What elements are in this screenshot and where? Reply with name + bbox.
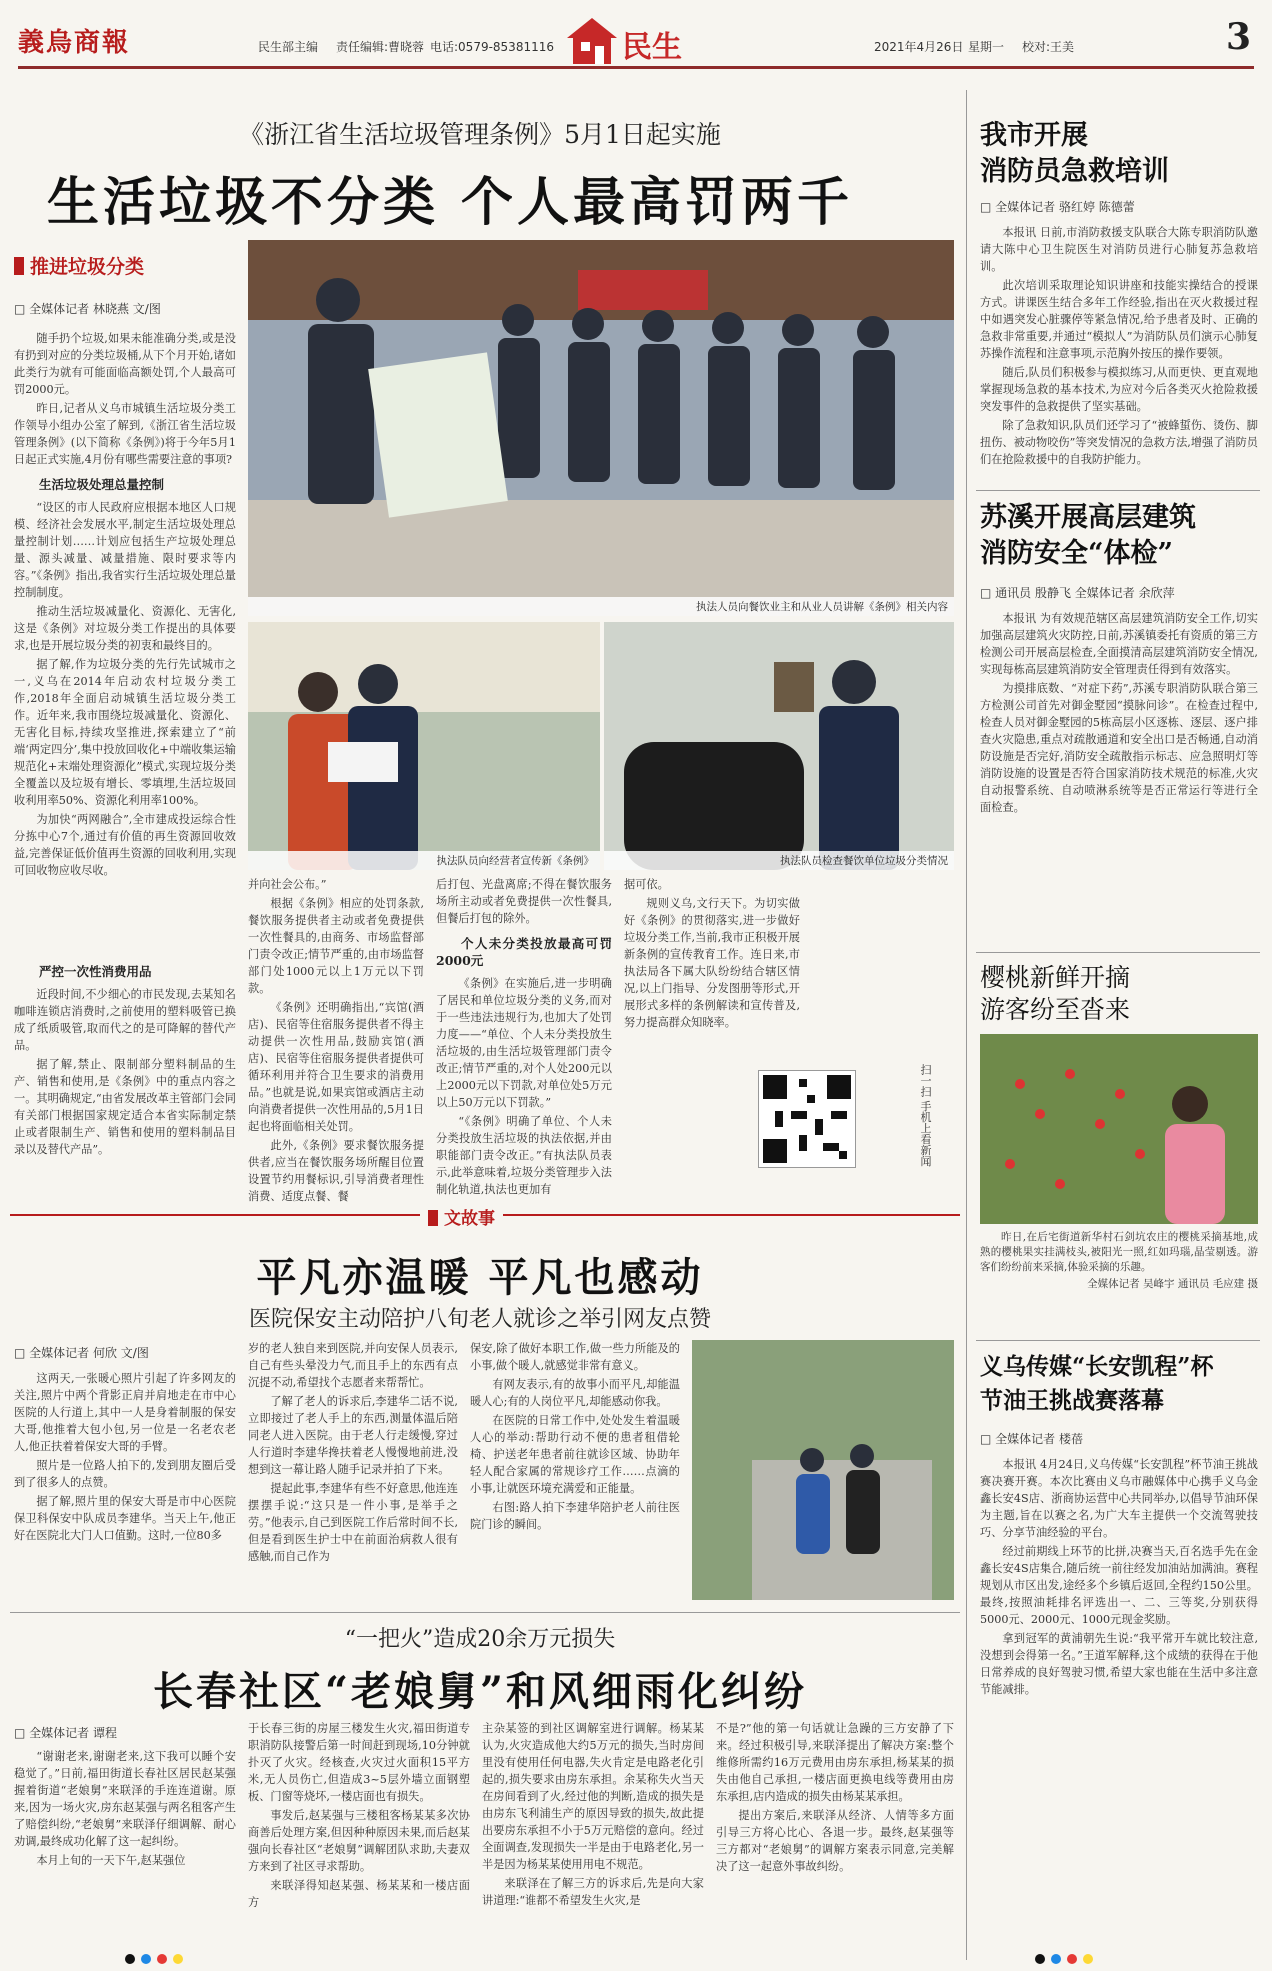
divider [976,490,1260,491]
byline-text: 全媒体记者 骆红婷 陈德蕾 [995,200,1135,214]
sidebar-story1-body [980,224,1258,484]
story2-column-2 [248,1340,458,1600]
paragraph: 后打包、光盘离席;不得在餐饮服务场所主动或者免费提供一次性餐具,但餐后打包的除外。 [436,878,612,925]
paragraph: 为摸排底数、“对症下药”,苏溪专职消防队联合第三方检测公司首先对御金墅园“摸脉问诊”。在检查过程中,检查人员对御金墅园的5栋高层小区逐栋、逐层、逐户排查火灾隐患,重点对疏散通道和安全出口是否畅通,自动消防设施是否完好,消防安全疏散指示标志、应急照明灯等消防设施的设置是否符合国家消防技术规范的标准,火灾自动报警系统、自动喷淋系统等是否正常运行等进行全面检查。 [980,682,1258,814]
lead-column-2 [248,876,424,1206]
paragraph: 推动生活垃圾减量化、资源化、无害化,这是《条例》对垃圾分类工作提出的具体要求,也是开展垃圾分类的初衷和最终目的。 [14,605,236,652]
lead-column-4 [624,876,800,1076]
lead-column-1b [14,955,236,1205]
paragraph: 照片是一位路人拍下的,发到朋友圈后受到了很多人的点赞。 [14,1459,236,1489]
paragraph: 保安,除了做好本职工作,做一些力所能及的小事,做个暖人,就感觉非常有意义。 [470,1342,680,1372]
weekday: 星期一 [968,40,1005,54]
paragraph: 根据《条例》相应的处罚条款,餐饮服务提供者主动或者免费提供一次性餐具的,由商务、市场监督部门责令改正;情节严重的,由市场监督部门处1000元以上1万元以下罚款。 [248,897,424,995]
paragraph: “《条例》明确了单位、个人未分类投放生活垃圾的执法依据,并由职能部门责令改正。”有执法队员表示,此举意味着,垃圾分类管理步入法制化轨道,执法也更加有 [436,1115,612,1196]
story2-column-3 [470,1340,680,1600]
sidebar-story4-byline: □ 全媒体记者 楼蓓 [980,1432,1083,1446]
paragraph: 来联泽得知赵某强、杨某某和一楼店面方 [248,1879,470,1909]
photo-illustration [248,622,600,870]
photo-illustration [604,622,954,870]
lead-byline: □ 全媒体记者 林晓燕 文/图 [14,302,161,316]
sidebar-story1-title [980,118,1260,190]
lead-headline: 生活垃圾不分类 个人最高罚两千 [46,172,854,233]
paragraph: 据了解,禁止、限制部分塑料制品的生产、销售和使用,是《条例》中的重点内容之一。其明确规定,“由省发展改革主管部门会同有关部门根据国家规定适合本省实际制定禁止或者限制生产、销售和使用的塑料制品目录以及替代产品”。 [14,1058,236,1156]
photo-illustration [248,240,954,616]
masthead-rule [18,66,1254,69]
paragraph: 这两天,一张暖心照片引起了许多网友的关注,照片中两个背影正肩并肩地走在市中心医院的人行道上,其中一人是身着制服的保安大哥,他推着大包小包,另一位是一名老农老人,他正扶着着保安大哥的手臂。 [14,1372,236,1453]
photo-caption: 右图:路人拍下李建华陪护老人前往医院门诊的瞬间。 [470,1501,680,1531]
story3-kicker: “一把火”造成20余万元损失 [344,1627,616,1652]
title-line: 我市开展 [980,120,1088,151]
tag-bar-icon [428,1210,438,1226]
paragraph: 拿到冠军的黄浦朝先生说:“我平常开车就比较注意,没想到会得第一名。”王道军解释,这个成绩的获得在于他日常养成的良好驾驶习惯,希望大家也能在生活中多注意节能减排。 [980,1632,1258,1696]
paragraph: 此次培训采取理论知识讲座和技能实操结合的授课方式。讲课医生结合多年工作经验,指出在灭火救援过程中如遇突发心脏骤停等紧急情况,给予患者及时、正确的急救非常重要,并通过“模拟人”为消防队员们演示心肺复苏操作流程和注意事项,示范胸外按压的操作要领。 [980,279,1258,360]
sidebar-story2-byline: □ 通讯员 殷静飞 全媒体记者 余欣萍 [980,586,1175,600]
editor-chief: 民生部主编 [258,40,319,54]
byline-text: 通讯员 殷静飞 全媒体记者 余欣萍 [995,586,1175,600]
title-line: 节油王挑战赛落幕 [980,1387,1164,1414]
paragraph: 近段时间,不少细心的市民发现,去某知名咖啡连锁店消费时,之前使用的塑料吸管已换成了纸质吸管,取而代之的是可降解的替代产品。 [14,988,236,1052]
paragraph: “谢谢老来,谢谢老来,这下我可以睡个安稳觉了。”日前,福田街道长春社区居民赵某强握着街道“老娘舅”来联泽的手连连道谢。原来,因为一场火灾,房东赵某强与两名租客产生了赔偿纠纷,“老娘舅”来联泽仔细调解、耐心劝调,最终成功化解了这一起纠纷。 [14,1750,236,1848]
qr-code-icon [759,1071,855,1167]
divider [10,1612,960,1613]
sidebar-story1-byline: □ 全媒体记者 骆红婷 陈德蕾 [980,200,1135,214]
paragraph: 随后,队员们积极参与模拟练习,从而更快、更直观地掌握现场急救的基本技术,为应对今后各类灭火抢险救援突发事件的急救提供了坚实基础。 [980,366,1258,413]
newspaper-logo: 義烏商報 [18,28,131,58]
paragraph: 有网友表示,有的故事小而平凡,却能温暖人心;有的人岗位平凡,却能感动你我。 [470,1378,680,1408]
phone: 电话:0579-85381116 [430,40,554,54]
story2-byline: □ 全媒体记者 何欣 文/图 [14,1346,149,1360]
title-line: 樱桃新鲜开摘 [980,963,1131,992]
title-line: 消防员急救培训 [980,156,1169,187]
story2-photo [692,1340,954,1600]
subhead: 个人未分类投放最高可罚2000元 [436,936,612,968]
qr-note: 扫一扫 手机上看新闻 [919,1064,932,1167]
lead-main-photo [248,240,954,616]
photo-credit: 全媒体记者 吴峰宇 通讯员 毛应建 摄 [1087,1278,1258,1290]
divider [976,1340,1260,1341]
title-line: 苏溪开展高层建筑 [980,502,1196,533]
paragraph: 不是?”他的第一句话就让急躁的三方安静了下来。经过积极引导,来联泽提出了解决方案:整个维修所需约16万元费用由房东承担,杨某某的损失由他自己承担,一楼店面更换电线等费用由房东承担,店内造成的损失由杨某某承担。 [716,1722,954,1803]
paragraph: 在医院的日常工作中,处处发生着温暖人心的举动:帮助行动不便的患者租借轮椅、护送老年患者前往就诊区域、协助年轻人配合家属的常规诊疗工作……点滴的小事,让就医环境充满爱和正能量。 [470,1414,680,1495]
paragraph: 于长春三街的房屋三楼发生火灾,福田街道专职消防队接警后第一时间赶到现场,10分钟就扑灭了火灾。经核查,火灾过火面积15平方米,无人员伤亡,但造成3~5层外墙立面钢塑板、门窗等烧坏,一楼店面也有损失。 [248,1722,470,1803]
photo-caption: 执法人员向餐饮业主和从业人员讲解《条例》相关内容 [248,597,954,616]
section-name: 民生 [622,30,682,65]
story3-headline: 长春社区“老娘舅”和风细雨化纠纷 [152,1668,807,1715]
lead-tag-label: 推进垃圾分类 [30,256,145,278]
story3-column-3 [482,1720,704,1944]
paragraph: 随手扔个垃圾,如果未能准确分类,或是没有扔到对应的分类垃圾桶,从下个月开始,诸如此类行为就有可能面临高额处罚,个人最高可罚2000元。 [14,332,236,396]
paragraph: 据了解,照片里的保安大哥是市中心医院保卫科保安中队成员李建华。当天上午,他正好在医院北大门人口值勤。这时,一位80多 [14,1495,236,1542]
paragraph: 经过前期线上环节的比拼,决赛当天,百名选手先在金鑫长安4S店集合,随后统一前往经发加油站加满油。赛程规划从市区出发,途经多个乡镇后返回,全程约150公里。最终,按照油耗排名评选出一、二、三等奖,分别获得5000元、2000元、1000元现金奖励。 [980,1545,1258,1626]
lead-kicker: 《浙江省生活垃圾管理条例》5月1日起实施 [239,120,721,149]
paragraph: 本报讯 4月24日,义乌传媒“长安凯程”杯节油王挑战赛决赛开赛。本次比赛由义乌市融媒体中心携手义乌金鑫长安4S店、浙商协运营中心共同举办,以倡导节油环保为主题,旨在以赛之名,为广大车主提供一个交流驾驶技巧、分享节油经验的平台。 [980,1458,1258,1539]
paragraph: 提出方案后,来联泽从经济、人情等多方面引导三方将心比心、各退一步。最终,赵某强等三方都对“老娘舅”的调解方案表示同意,完美解决了这一起意外事故纠纷。 [716,1809,954,1873]
editor: 责任编辑:曹晓蓉 [336,40,425,54]
paragraph: 本报讯 为有效规范辖区高层建筑消防安全工作,切实加强高层建筑火灾防控,日前,苏溪镇委托有资质的第三方检测公司开展高层检查,全面摸清高层建筑消防安全情况,实现每栋高层建筑消防安全管理责任得到有效落实。 [980,612,1258,676]
paragraph: 本月上旬的一天下午,赵某强位 [36,1854,186,1867]
tag-bar-icon [14,257,24,275]
byline-text: 全媒体记者 楼蓓 [995,1432,1083,1446]
byline-text: 全媒体记者 何欣 文/图 [29,1346,149,1360]
paragraph: 主杂某签的到社区调解室进行调解。杨某某认为,火灾造成他大约5万元的损失,当时房间里没有使用任何电器,失火肯定是电路老化引起的,损失要求由房东承担。余某称失火当天在房间看到了火,经过他的判断,造成的损失是由房东飞利浦生产的原因导致的损失,故此提出要房东承担不小于5万元赔偿的意向。经过全面调查,发现损失一半是由于电路老化,另一半是因为杨某某使用用电不规范。 [482,1722,704,1871]
paragraph: 《条例》在实施后,进一步明确了居民和单位垃圾分类的义务,而对于一些违法违规行为,也加大了处罚力度——“单位、个人未分类投放生活垃圾的,由生活垃圾管理部门责令改正;情节严重的,对个人处200元以上2000元以下罚款,对单位处5万元以上50万元以下罚款。” [436,977,612,1109]
paragraph: 据可依。 [624,878,669,891]
qr-code[interactable] [758,1070,856,1168]
paragraph: 昨日,在后宅街道新华村石剑坑农庄的樱桃采摘基地,成熟的樱桃果实挂满枝头,被阳光一照,红如玛瑙,晶莹剔透。游客们纷纷前来采摘,体验采摘的乐趣。 [980,1231,1258,1273]
title-line: 消防安全“体检” [980,538,1174,569]
lead-column-3 [436,876,612,1206]
photo-illustration [692,1340,954,1600]
house-icon [565,16,619,66]
paragraph: 《条例》还明确指出,“宾馆(酒店)、民宿等住宿服务提供者不得主动提供一次性用品,鼓励宾馆(酒店)、民宿等住宿服务提供者提供可循环利用并符合卫生要求的消费用品。”也就是说,如果宾馆或酒店主动向消费者提供一次性用品的,5月1日起也将面临相关处罚。 [248,1001,424,1133]
sidebar-story2-body [980,610,1258,950]
story2-subhead: 医院保安主动陪护八旬老人就诊之举引网友点赞 [248,1307,711,1332]
story3-column-4 [716,1720,954,1944]
byline-text: 全媒体记者 谭程 [29,1726,117,1740]
story2-headline: 平凡亦温暖 平凡也感动 [256,1254,704,1301]
paragraph: 提起此事,李建华有些不好意思,他连连摆摆手说:“这只是一件小事,是举手之劳。”他表示,自己到医院工作后常时间不长,但是看到医生护士中在前面治病救人很有感触,而自己作为 [248,1482,458,1563]
lead-left-photo [248,622,600,870]
story2-tag-label: 文故事 [444,1209,495,1229]
paragraph: 了解了老人的诉求后,李建华二话不说,立即接过了老人手上的东西,测量体温后陪同老人进入医院。由于老人行走缓慢,穿过人行道时李建华搀扶着老人慢慢地前进,没想到这一幕让路人随手记录并拍了下来。 [248,1395,458,1476]
paragraph: 事发后,赵某强与三楼租客杨某某多次协商善后处理方案,但因种种原因未果,而后赵某强向长春社区“老娘舅”调解团队求助,夫妻双方来到了社区寻求帮助。 [248,1809,470,1873]
proofreader: 校对:王美 [1022,40,1075,54]
sidebar-story4-title [980,1350,1260,1418]
paragraph: 除了急救知识,队员们还学习了“被蜂蜇伤、烫伤、脚扭伤、被动物咬伤”等突发情况的急救方法,增强了消防员们在抢险救援中的自我防护能力。 [980,419,1258,466]
lead-right-photo [604,622,954,870]
sidebar-story2-title [980,500,1260,572]
subhead: 严控一次性消费用品 [39,964,152,979]
photo-caption: 执法队员向经营者宣传新《条例》 [248,851,600,870]
lead-byline-text: 全媒体记者 林晓燕 文/图 [29,302,161,316]
photo-caption: 执法队员检查餐饮单位垃圾分类情况 [604,851,954,870]
lead-column-1 [14,330,236,950]
cherry-caption [980,1230,1258,1334]
lead-tag [14,252,144,279]
paragraph: 据了解,作为垃圾分类的先行先试城市之一,义乌在2014年启动农村垃圾分类工作,2018年全面启动城镇生活垃圾分类工作。近年来,我市围绕垃圾减量化、资源化、无害化目标,持续攻坚推进,探索建立了“前端‘两定四分’,集中投放回收化+中端收集运输规范化+末端处理资源化”模式,实现垃圾分类全覆盖以及垃圾有增长、零填埋,生活垃圾回收利用率50%、资源化利用率100%。 [14,658,236,807]
paragraph: 为加快“两网融合”,全市建成投运综合性分拣中心7个,通过有价值的再生资源回收效益,完善保证低价值再生资源的回收利用,实现可回收物应收尽收。 [14,813,236,877]
paragraph: 来联泽在了解三方的诉求后,先是向大家讲道理:“谁都不希望发生火灾,是 [482,1877,704,1907]
sidebar-story4-body [980,1456,1258,1946]
sidebar-story3-title [980,962,1260,1026]
column-divider [966,90,967,1960]
issue-date: 2021年4月26日 [874,40,964,54]
paragraph: 并向社会公布。” [248,878,327,891]
title-line: 游客纷至沓来 [980,995,1131,1024]
paragraph: “设区的市人民政府应根据本地区人口规模、经济社会发展水平,制定生活垃圾处理总量控制计划……计划应包括生产垃圾处理总量、源头减量、减量措施、限时要求等内容。”《条例》指出,我省实行生活垃圾处理总量控制制度。 [14,501,236,599]
story2-tag [420,1204,503,1229]
paragraph: 本报讯 日前,市消防救援支队联合大陈专职消防队邀请大陈中心卫生院医生对消防员进行心肺复苏急救培训。 [980,226,1258,273]
divider [976,952,1260,953]
photo-illustration [980,1034,1258,1224]
registration-marks [0,1952,1272,1966]
subhead: 生活垃圾处理总量控制 [39,477,165,492]
title-line: 义乌传媒“长安凯程”杯 [980,1353,1214,1380]
story3-column-1 [14,1748,236,1944]
paragraph: 昨日,记者从义乌市城镇生活垃圾分类工作领导小组办公室了解到,《浙江省生活垃圾管理条例》(以下简称《条例》)将于今年5月1日起正式实施,4月份有哪些需要注意的事项? [14,402,236,466]
story3-column-2 [248,1720,470,1944]
paragraph: 规则义乌,文行天下。为切实做好《条例》的贯彻落实,进一步做好垃圾分类工作,当前,我市正积极开展新条例的宣传教育工作。连日来,市执法局各下属大队纷纷结合辖区情况,以上门指导、分发图册等形式,开展形式多样的条例解读和宣传普及,努力提高群众知晓率。 [624,897,800,1029]
story3-byline: □ 全媒体记者 谭程 [14,1726,117,1740]
paragraph: 此外,《条例》要求餐饮服务提供者,应当在餐饮服务场所醒目位置设置节约用餐标识,引导消费者理性消费、适度点餐、餐 [248,1139,424,1203]
story2-column-1 [14,1370,236,1600]
page-number: 3 [1226,16,1252,58]
cherry-photo [980,1034,1258,1224]
masthead [0,0,1272,80]
paragraph: 岁的老人独自来到医院,并向安保人员表示,自己有些头晕没力气,而且手上的东西有点沉提不动,希望找个志愿者来帮帮忙。 [248,1342,458,1389]
